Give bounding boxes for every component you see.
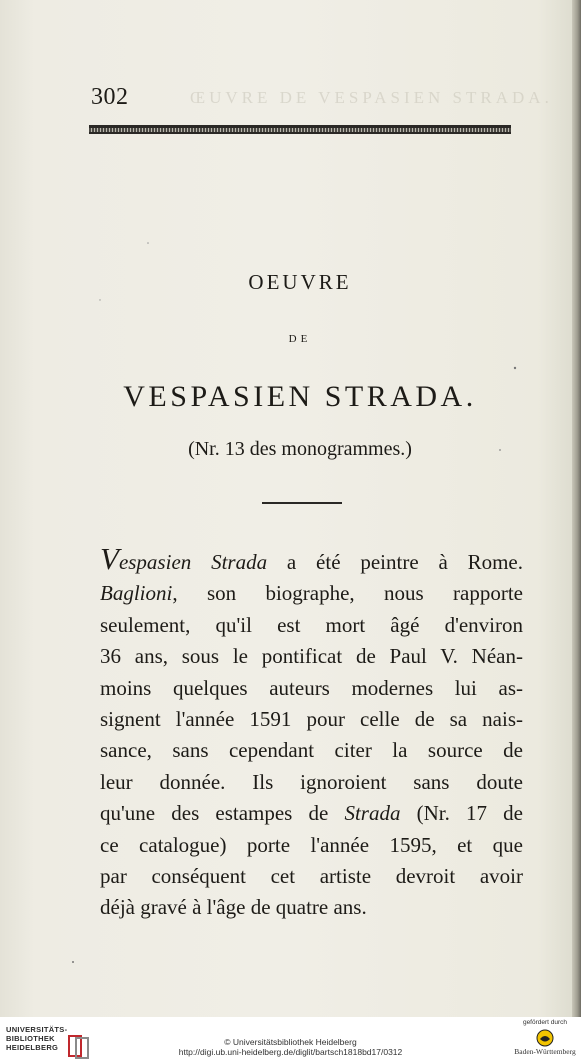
speck — [72, 961, 74, 963]
heading-artist-name: VESPASIEN STRADA. — [123, 380, 477, 413]
text-line: déjà gravé à l'âge de quatre ans. — [100, 895, 367, 920]
text-line: ce catalogue) porte l'année 1595, et que — [100, 832, 523, 857]
text-line: moins quelques auteurs modernes lui as- — [100, 675, 523, 700]
logo-text: HEIDELBERG — [6, 1043, 59, 1052]
state-crest-icon — [534, 1028, 556, 1048]
speck — [514, 367, 516, 369]
text-segment: qu'une des estampes de — [100, 801, 345, 826]
speck — [499, 449, 501, 451]
heading-de: DE — [288, 333, 312, 345]
heading-oeuvre: OEUVRE — [248, 270, 352, 294]
speck — [147, 242, 149, 244]
logo-text: BIBLIOTHEK — [6, 1034, 55, 1043]
biographer-name-italic: Baglioni — [100, 581, 173, 606]
heading-monogram-number: (Nr. 13 des monogrammes.) — [188, 438, 412, 460]
text-segment: , son biographe, nous rapporte — [172, 581, 523, 606]
text-line: 36 ans, sous le pontificat de Paul V. Néan- — [100, 644, 523, 669]
logo-text: UNIVERSITÄTS- — [6, 1025, 68, 1034]
copyright-notice — [0, 1037, 581, 1057]
text-line: signent l'année 1591 pour celle de sa nais- — [100, 706, 523, 731]
text-segment: a été peintre à Rome. — [267, 550, 524, 574]
footer-bar — [0, 1017, 581, 1059]
speck — [99, 299, 100, 300]
source-url-link[interactable]: http://digi.ub.uni-heidelberg.de/diglit/bartsch1818bd17/0312 — [178, 1047, 403, 1057]
artist-name-italic: espasien Strada — [118, 550, 268, 574]
text-line: seulement, qu'il est mort âgé d'environ — [100, 612, 523, 637]
text-segment: (Nr. 17 de — [400, 801, 523, 826]
text-line: sance, sans cependant citer la source de — [100, 738, 523, 763]
text-line: leur donnée. Ils ignoroient sans doute — [100, 769, 523, 794]
drop-capital: V — [100, 541, 119, 576]
copyright-text: © Universitätsbibliothek Heidelberg — [224, 1037, 357, 1047]
sponsor-region: Baden-Württemberg — [514, 1047, 576, 1056]
sponsor-block — [513, 1019, 577, 1056]
sponsor-label: gefördert durch — [522, 1019, 568, 1026]
artist-name-italic: Strada — [344, 801, 401, 826]
page-edge-shadow — [572, 0, 581, 1017]
text-line: par conséquent cet artiste devroit avoir — [100, 863, 523, 888]
page-number: 302 — [91, 84, 129, 110]
bleed-through-header: ŒUVRE DE VESPASIEN STRADA. — [190, 88, 553, 107]
